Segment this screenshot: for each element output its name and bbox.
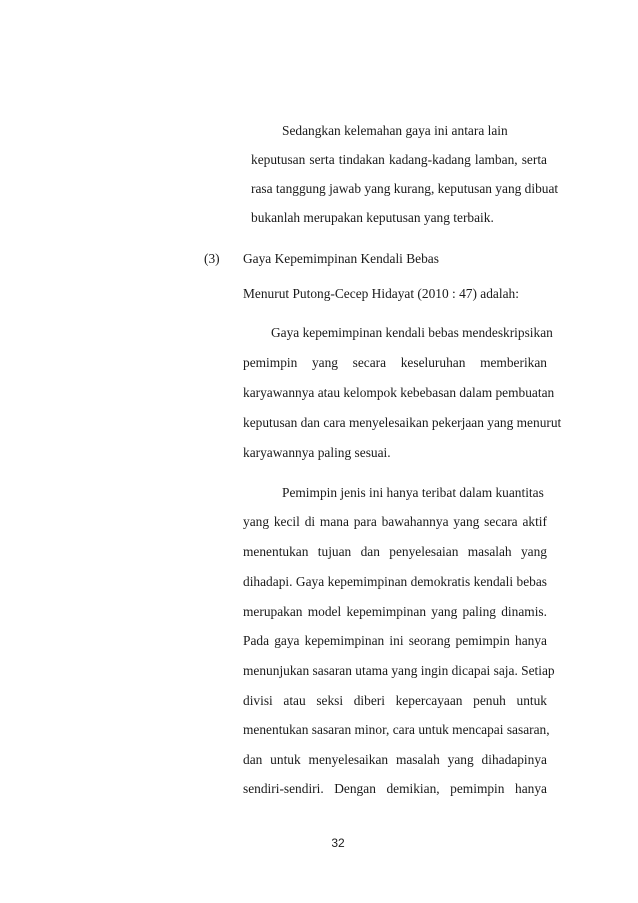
paragraph-line-9: menentukan sasaran minor, cara untuk mencapai sasaran, <box>243 722 550 737</box>
page-number: 32 <box>331 836 345 850</box>
quote-line-5: karyawannya paling sesuai. <box>243 445 391 460</box>
block1-line-3: rasa tanggung jawab yang kurang, keputusan yang dibuat <box>251 181 559 196</box>
block1-line-1: Sedangkan kelemahan gaya ini antara lain <box>282 123 508 138</box>
paragraph-line-2: yang kecil di mana para bawahannya yang secara aktif <box>243 514 547 529</box>
paragraph-line-4: dihadapi. Gaya kepemimpinan demokratis kendali bebas <box>243 574 547 589</box>
block1-line-4: bukanlah merupakan keputusan yang terbaik. <box>251 210 494 225</box>
quote-line-3: karyawannya atau kelompok kebebasan dalam pembuatan <box>243 385 555 400</box>
paragraph-line-8: divisi atau seksi diberi kepercayaan penuh untuk <box>243 693 547 708</box>
section-number: (3) <box>204 251 220 266</box>
paragraph-line-5: merupakan model kepemimpinan yang paling dinamis. <box>243 604 547 619</box>
quote-line-4: keputusan dan cara menyelesaikan pekerjaan yang menurut <box>243 415 562 430</box>
citation: Menurut Putong-Cecep Hidayat (2010 : 47) adalah: <box>243 286 519 301</box>
paragraph-line-10: dan untuk menyelesaikan masalah yang dihadapinya <box>243 752 547 767</box>
block1-line-2: keputusan serta tindakan kadang-kadang lamban, serta <box>251 152 547 167</box>
paragraph-line-1: Pemimpin jenis ini hanya teribat dalam kuantitas <box>282 485 544 500</box>
paragraph-line-3: menentukan tujuan dan penyelesaian masalah yang <box>243 544 547 559</box>
paragraph-line-11: sendiri-sendiri. Dengan demikian, pemimpin hanya <box>243 781 547 796</box>
paragraph-line-6: Pada gaya kepemimpinan ini seorang pemimpin hanya <box>243 633 547 648</box>
section-heading: Gaya Kepemimpinan Kendali Bebas <box>243 251 439 266</box>
paragraph-line-7: menunjukan sasaran utama yang ingin dicapai saja. Setiap <box>243 663 555 678</box>
quote-line-1: Gaya kepemimpinan kendali bebas mendeskripsikan <box>271 325 553 340</box>
quote-line-2: pemimpin yang secara keseluruhan memberikan <box>243 355 547 370</box>
